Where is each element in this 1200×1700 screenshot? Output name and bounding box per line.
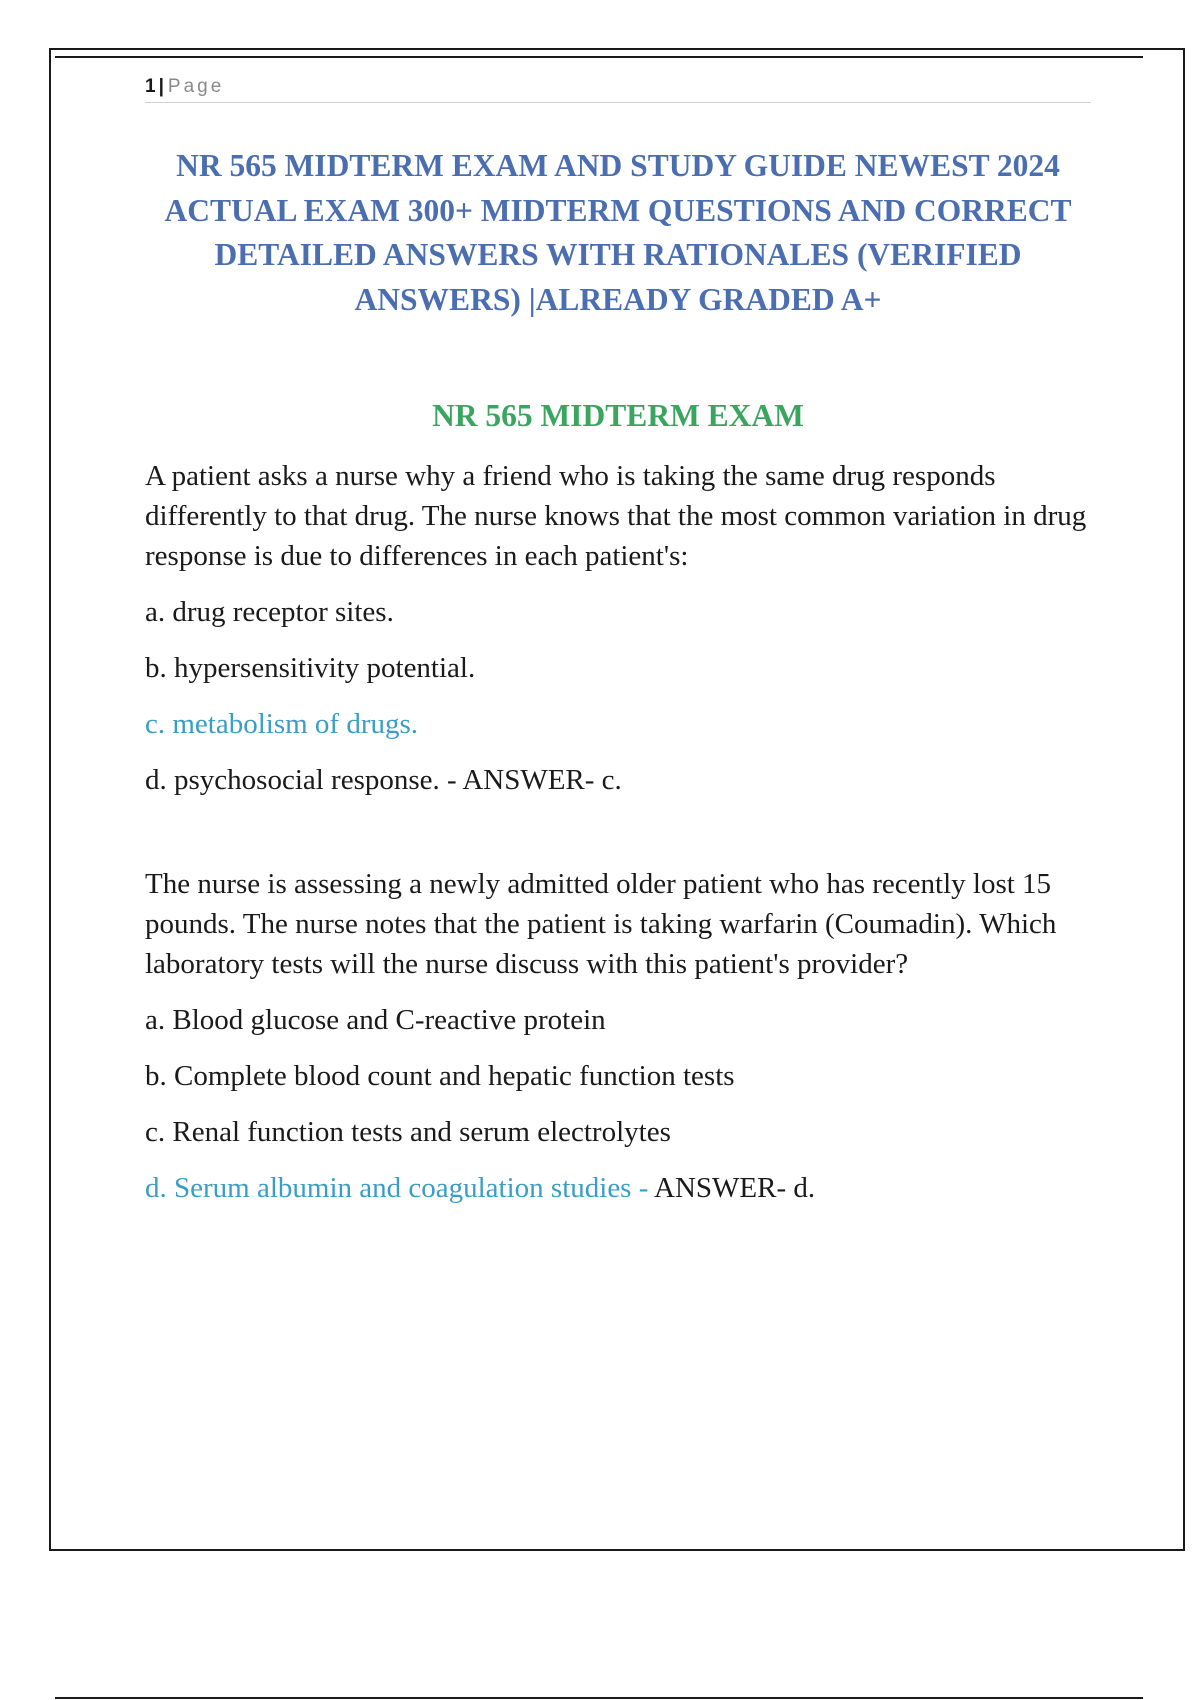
correct-answer-option: d. Serum albumin and coagulation studies - bbox=[145, 1172, 649, 1204]
page-label: Page bbox=[167, 76, 225, 97]
correct-answer-option: c. metabolism of drugs. bbox=[145, 708, 419, 740]
answer-option: c. Renal function tests and serum electrolytes bbox=[145, 1116, 671, 1148]
document-title-line: ANSWERS) |ALREADY GRADED A+ bbox=[354, 281, 882, 317]
page-separator: | bbox=[158, 76, 164, 97]
answer-key: ANSWER- d. bbox=[648, 1172, 816, 1204]
answer-option: b. Complete blood count and hepatic function tests bbox=[145, 1060, 735, 1092]
document-title-line: ACTUAL EXAM 300+ MIDTERM QUESTIONS AND CORRECT bbox=[164, 192, 1072, 228]
document-title-line: DETAILED ANSWERS WITH RATIONALES (VERIFIED bbox=[214, 237, 1022, 272]
document-title bbox=[130, 144, 1106, 322]
section-title: NR 565 MIDTERM EXAM bbox=[432, 398, 804, 433]
question-block bbox=[145, 456, 1105, 800]
exam-content bbox=[145, 456, 1105, 1224]
answer-option: a. Blood glucose and C-reactive protein bbox=[145, 1004, 606, 1036]
question-stem: A patient asks a nurse why a friend who is taking the same drug responds differently to that drug. The nurse knows that the most common variation in drug response is due to differences in each patient's: bbox=[145, 460, 1087, 572]
page-number: 1 bbox=[145, 76, 156, 97]
question-stem: The nurse is assessing a newly admitted older patient who has recently lost 15 pounds. The nurse notes that the patient is taking warfarin (Coumadin). Which laboratory tests will the nurse discuss with this patient's provider? bbox=[145, 868, 1057, 980]
page-header bbox=[145, 74, 1091, 103]
answer-option: d. psychosocial response. - ANSWER- c. bbox=[145, 764, 622, 796]
answer-option: b. hypersensitivity potential. bbox=[145, 652, 476, 684]
answer-option: a. drug receptor sites. bbox=[145, 596, 394, 628]
answer-option-with-key bbox=[145, 1168, 1105, 1208]
document-title-line: NR 565 MIDTERM EXAM AND STUDY GUIDE NEWEST 2024 bbox=[176, 148, 1060, 183]
bottom-rule bbox=[55, 1697, 1143, 1699]
question-block bbox=[145, 864, 1105, 1208]
